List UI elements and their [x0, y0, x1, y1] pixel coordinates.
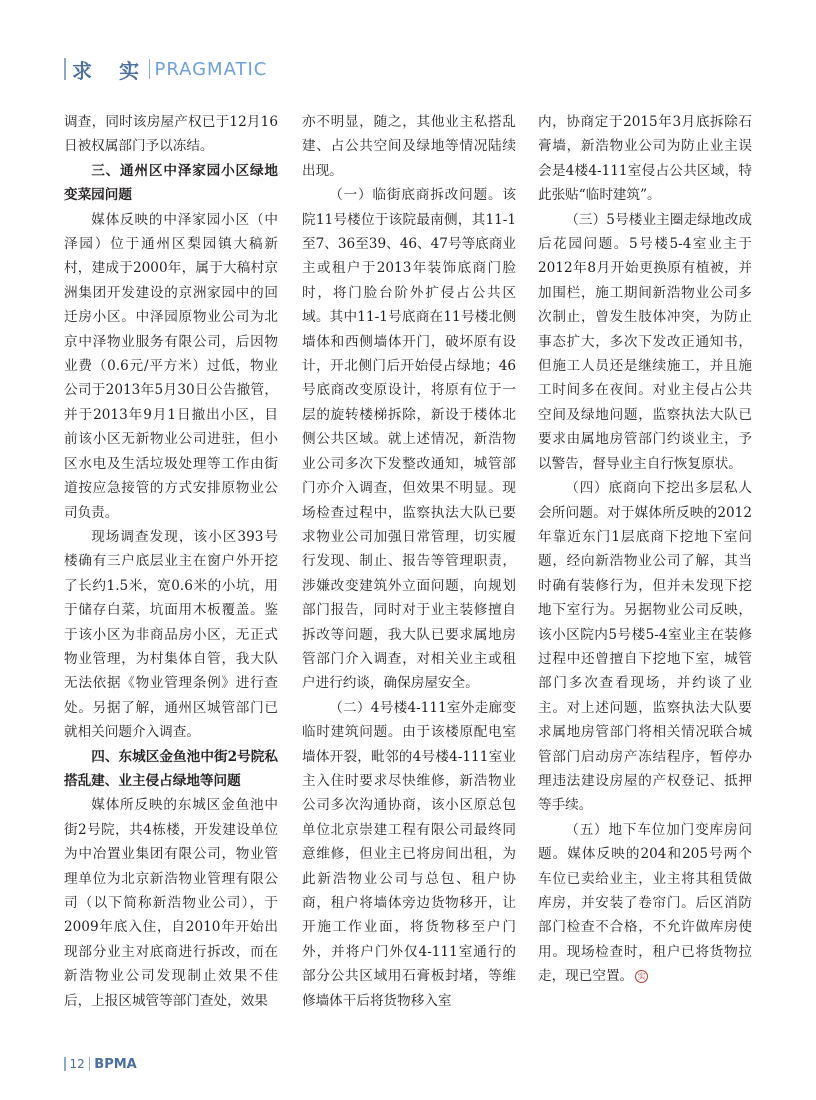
footer-divider [64, 1057, 66, 1071]
footer-separator [89, 1057, 91, 1071]
section-title-cn: 求 实 [72, 58, 149, 83]
text-column-2 [302, 110, 516, 1013]
text-column-3 [538, 110, 752, 989]
section-heading: 四、东城区金鱼池中街2号院私搭乱建、业主侵占绿地等问题 [64, 748, 278, 789]
text-column-1 [64, 110, 278, 1013]
section-title-en: PRAGMATIC [154, 58, 268, 80]
body-paragraph: （三）5号楼业主圈走绿地改成后花园问题。5号楼5-4室业主于2012年8月开始更换原有植被，并加围栏，施工期间新浩物业公司多次制止，曾发生肢体冲突，为防止事态扩大，多次下发改正通知书，但施工人员还是继续施工，并且施工时间多在夜间。对业主侵占公共空间及绿地问题，监察执法大队已要求由属地房管部门约谈业主，予以警告，督导业主自行恢复原状。 [538, 211, 752, 472]
body-paragraph: 媒体反映的中泽家园小区（中泽园）位于通州区梨园镇大稿新村，建成于2000年，属于大稿村京洲集团开发建设的京洲家园中的回迁房小区。中泽园原物业公司为北京中泽物业服务有限公司，后因物业费（0.6元/平方米）过低，物业公司于2013年5月30日公告撤管，并于2013年9月1日撤出小区，目前该小区无新物业公司进驻，但小区水电及生活垃圾处理等工作由街道按应急接管的方式安排原物业公司负责。 [64, 211, 278, 521]
header-divider [64, 58, 66, 80]
page-number: 12 [69, 1057, 85, 1071]
section-header [64, 52, 267, 86]
body-paragraph: （二）4号楼4-111室外走廊变临时建筑问题。由于该楼原配电室墙体开裂，毗邻的4号楼4-111室业主入住时要求尽快维修，新浩物业公司多次沟通协商，该小区原总包单位北京崇建工程有限公司最终同意维修，但业主已将房间出租，为此新浩物业公司与总包、租户协商，租户将墙体旁边货物移开，让开施工作业面，将货物移至户门外，并将户门外仅4-111室通行的部分公共区域用石膏板封堵，等维修墙体干后将货物移入室 [302, 699, 516, 1009]
body-paragraph: 媒体所反映的东城区金鱼池中街2号院，共4栋楼，开发建设单位为中冶置业集团有限公司，物业管理单位为北京新浩物业管理有限公司（以下简称新浩物业公司），于2009年底入住，自2010年开始出现部分业主对底商进行拆改，而在新浩物业公司发现制止效果不佳后，上报区城管等部门查处，效果 [64, 797, 278, 1009]
body-paragraph: 亦不明显，随之，其他业主私搭乱建、占公共空间及绿地等情况陆续出现。 [302, 114, 516, 179]
publication-brand: BPMA [94, 1056, 137, 1072]
body-paragraph: 现场调查发现，该小区393号楼确有三户底层业主在窗户外开挖了长约1.5米，宽0.6米的小坑，用于储存白菜，坑面用木板覆盖。鉴于该小区为非商品房小区，无正式物业管理，为村集体自管，我大队无法依据《物业管理条例》进行查处。另据了解，通州区城管部门已就相关问题介入调查。 [64, 528, 278, 741]
body-paragraph: （一）临街底商拆改问题。该院11号楼位于该院最南侧，其11-1至7、36至39、46、47号等底商业主或租户于2013年装饰底商门脸时，将门脸台阶外扩侵占公共区域。其中11-1号底商在11号楼北侧墙体和西侧墙体开门，破坏原有设计，开北侧门后开始侵占绿地；46号底商改变原设计，将原有位于一层的旋转楼梯拆除，新设于楼体北侧公共区域。就上述情况，新浩物业公司多次下发整改通知，城管部门亦介入调查，但效果不明显。现场检查过程中，监察执法大队已要求物业公司加强日常管理，切实履行发现、制止、报告等管理职责，涉嫌改变建筑外立面问题，向规划部门报告，同时对于业主装修擅自拆改等问题，我大队已要求属地房管部门介入调查，对相关业主或租户进行约谈，确保房屋安全。 [302, 187, 516, 692]
body-paragraph: 内，协商定于2015年3月底拆除石膏墙，新浩物业公司为防止业主误会是4楼4-111室侵占公共区域，特此张贴“临时建筑”。 [538, 114, 752, 204]
end-of-article-icon: 实 [635, 970, 648, 983]
section-heading: 三、通州区中泽家园小区绿地变菜园问题 [64, 162, 278, 204]
header-separator [149, 59, 151, 79]
body-paragraph: 调查，同时该房屋产权已于12月16日被权属部门予以冻结。 [64, 114, 278, 155]
body-paragraph: （四）底商向下挖出多层私人会所问题。对于媒体所反映的2012年靠近东门1层底商下挖地下室问题，经向新浩物业公司了解，其当时确有装修行为，但并未发现下挖地下室行为。另据物业公司反映，该小区院内5号楼5-4室业主在装修过程中还曾擅自下挖地下室，城管部门多次查看现场，并约谈了业主。对上述问题，监察执法大队要求属地房管部门将相关情况联合城管部门启动房产冻结程序，暂停办理违法建设房屋的产权登记、抵押等手续。 [538, 480, 752, 814]
page-footer [64, 1055, 137, 1073]
body-paragraph: （五）地下车位加门变库房问题。媒体反映的204和205号两个车位已卖给业主，业主将其租赁做库房，并安装了卷帘门。后区消防部门检查不合格，不允许做库房使用。现场检查时，租户已将货物拉走，现已空置。 实 [538, 821, 752, 985]
